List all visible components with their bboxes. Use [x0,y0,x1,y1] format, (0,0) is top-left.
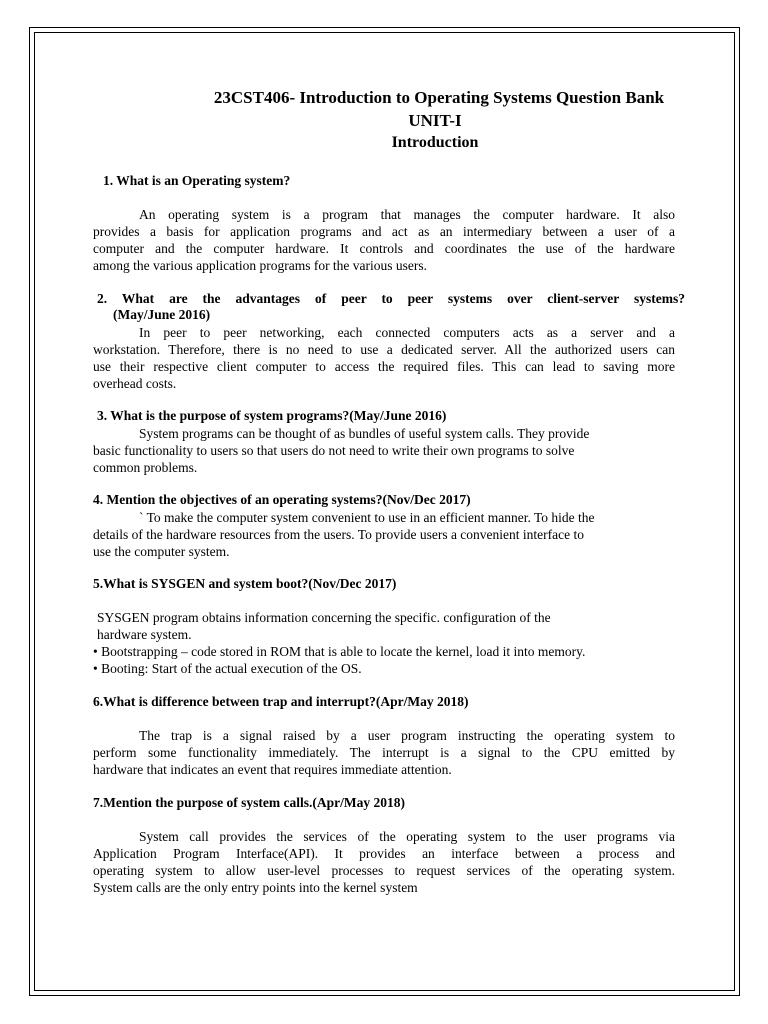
question-3-heading: 3. What is the purpose of system programs?(May/June 2016) [97,408,447,423]
answer-line: hardware that indicates an event that requires immediate attention. [93,762,452,777]
answer-line: System call provides the services of the operating system to the user programs via [139,829,675,844]
answer-line: hardware system. [97,627,192,642]
unit-heading: UNIT-I [408,111,462,130]
answer-line: details of the hardware resources from the users. To provide users a convenient interface to [93,527,584,542]
answer-line: use their respective client computer to access the required files. This can lead to saving more [93,359,675,374]
answer-line: System calls are the only entry points into the kernel system [93,880,418,895]
answer-line: basic functionality to users so that users do not need to write their own programs to solve [93,443,575,458]
answer-line: An operating system is a program that manages the computer hardware. It also [139,207,675,222]
answer-line: workstation. Therefore, there is no need to use a dedicated server. All the authorized users can [93,342,675,357]
answer-line: provides a basis for application programs and act as an intermediary between a user of a [93,224,675,239]
bullet-item: • Bootstrapping – code stored in ROM that is able to locate the kernel, load it into memory. [93,644,586,659]
question-5-heading: 5.What is SYSGEN and system boot?(Nov/Dec 2017) [93,576,397,591]
question-2-heading-date: (May/June 2016) [113,307,211,322]
answer-line: common problems. [93,460,198,475]
question-1-answer [93,206,675,274]
question-1-heading: 1. What is an Operating system? [103,173,291,188]
answer-line: The trap is a signal raised by a user program instructing the operating system to [139,728,675,743]
answer-line: overhead costs. [93,376,177,391]
question-2-answer [93,324,675,392]
answer-line: perform some functionality immediately. The interrupt is a signal to the CPU emitted by [93,745,675,760]
question-3-answer [93,425,675,476]
answer-line: Application Program Interface(API). It provides an interface between a process and [93,846,675,861]
question-6-heading: 6.What is difference between trap and interrupt?(Apr/May 2018) [93,694,469,709]
bullet-item: • Booting: Start of the actual execution of the OS. [93,661,362,676]
answer-line: computer and the computer hardware. It controls and coordinates the use of the hardware [93,241,675,256]
question-5-answer [93,609,675,677]
answer-line: SYSGEN program obtains information concerning the specific. configuration of the [97,610,551,625]
question-7-answer [93,828,675,896]
question-7-heading: 7.Mention the purpose of system calls.(Apr/May 2018) [93,795,405,810]
answer-line: System programs can be thought of as bundles of useful system calls. They provide [139,426,590,441]
question-2-heading: 2. What are the advantages of peer to peer systems over client-server systems? [97,291,685,306]
answer-line: use the computer system. [93,544,230,559]
answer-line: operating system to allow user-level processes to request services of the operating system. [93,863,675,878]
answer-line: among the various application programs for the various users. [93,258,428,273]
question-4-answer [93,509,675,560]
section-subtitle: Introduction [391,134,479,151]
question-4-heading: 4. Mention the objectives of an operating systems?(Nov/Dec 2017) [93,492,471,507]
question-6-answer [93,727,675,778]
document-title: 23CST406- Introduction to Operating Systems Question Bank [213,88,665,107]
answer-line: In peer to peer networking, each connected computers acts as a server and a [139,325,675,340]
answer-line: ` To make the computer system convenient to use in an efficient manner. To hide the [139,510,595,525]
